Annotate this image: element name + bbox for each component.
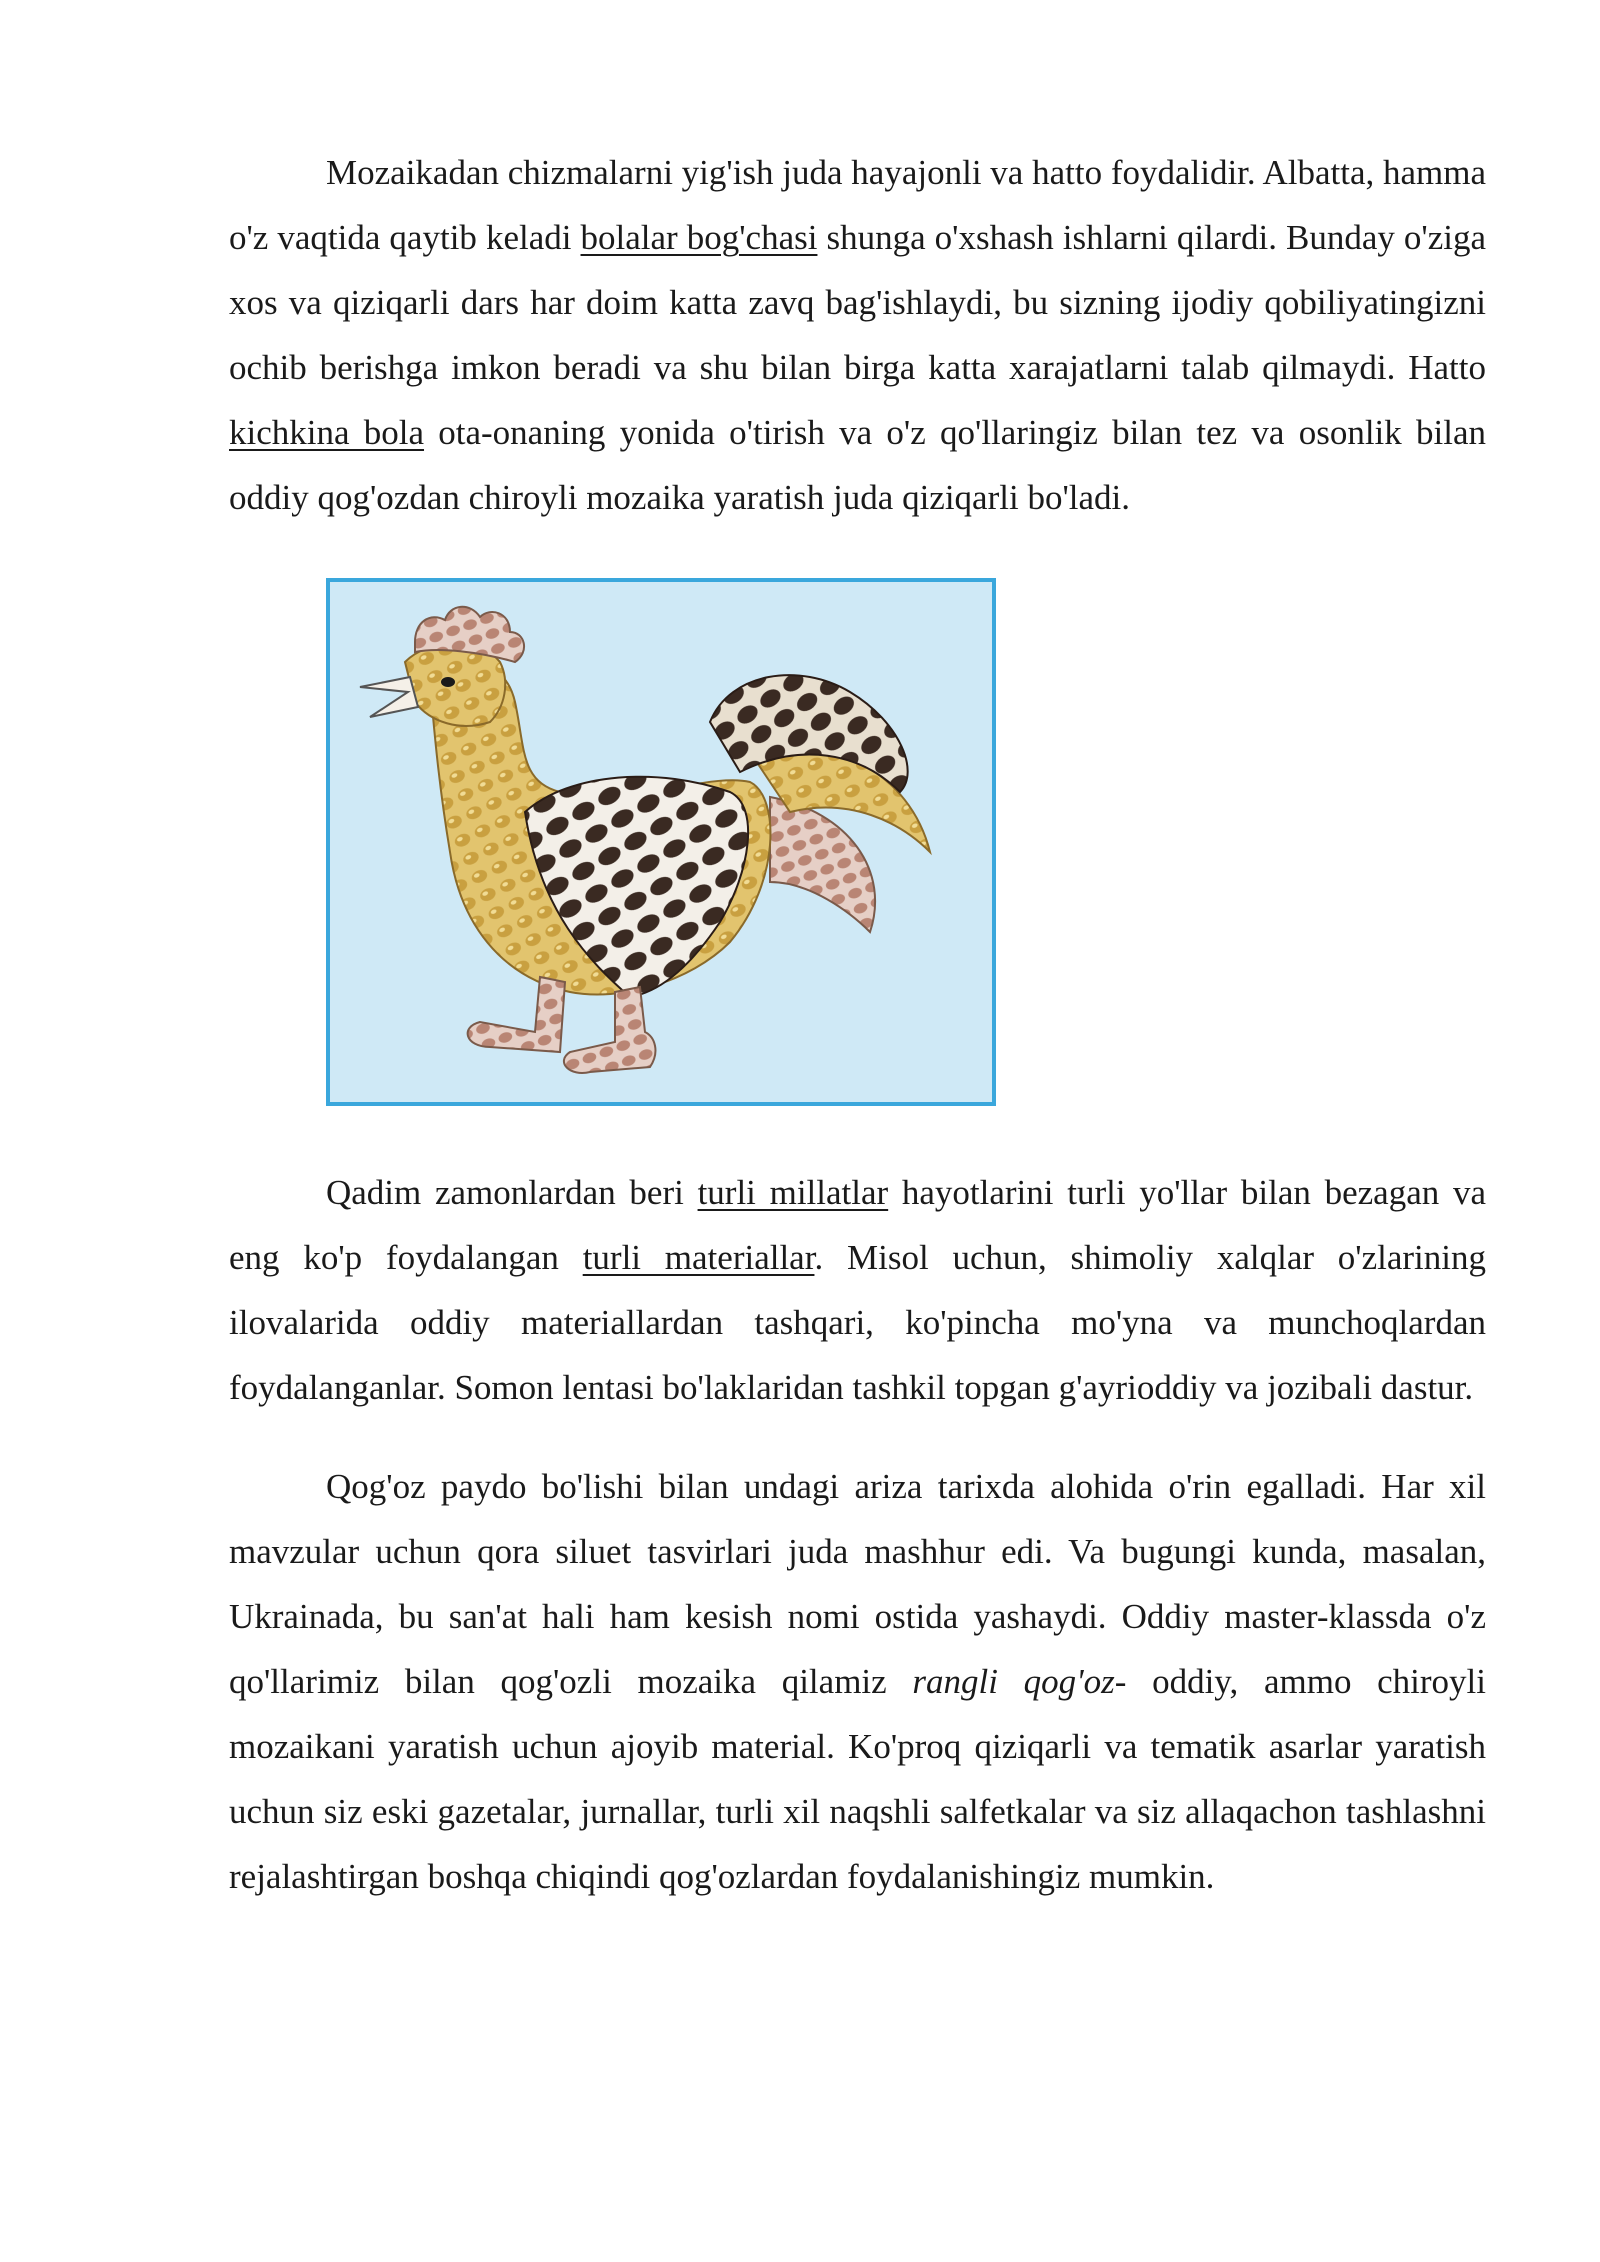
rooster-eye [441,677,455,687]
underlined-link-text: bolalar bog'chasi [580,218,818,257]
rooster-beak [360,677,418,717]
paragraph-3 [229,1454,1486,1909]
text-run: oddiy, ammo chiroyli mozaikani yaratish uchun ajoyib material. Ko'proq qiziqarli va tematik asarlar yaratish uchun siz eski gazetalar, jurnallar, turli xil naqshli salfetkalar va siz allaqachon tashlashni rejalashtirgan boshqa chiqindi qog'ozlardan foydalanishingiz mumkin. [229,1662,1486,1896]
text-run: shunga o'xshash ishlarni qilardi. Bunday o'ziga xos va qiziqarli dars har doim katta zavq bag'ishlaydi, bu sizning ijodiy qobiliyatingizni ochib berishga imkon beradi va shu bilan birga katta xarajatlarni talab qilmaydi. Hatto [229,218,1486,387]
rooster-leg-right [564,987,656,1073]
text-run: . Misol uchun, shimoliy xalqlar o'zlarining ilovalarida oddiy materiallardan tashqari, ko'pincha mo'yna va munchoqlardan foydalanganlar. Somon lentasi bo'laklaridan tashkil topgan g'ayrioddiy va jozibali dastur. [229,1238,1487,1407]
underlined-link-text: turli materiallar [582,1238,815,1277]
text-run: ota-onaning yonida o'tirish va o'z qo'llaringiz bilan tez va osonlik bilan oddiy qog'ozdan chiroyli mozaika yaratish juda qiziqarli bo'ladi. [229,413,1486,517]
rooster-leg-left [468,977,565,1052]
underlined-link-text: kichkina bola [229,413,425,452]
paragraph-1 [229,140,1486,530]
text-run: Qadim zamonlardan beri [326,1173,698,1212]
text-run: hayotlarini turli yo'llar bilan bezagan va eng ko'p foydalangan [229,1173,1486,1277]
underlined-link-text: turli millatlar [697,1173,889,1212]
tail-lower-feather [770,797,875,932]
rooster-mosaic-image [326,578,996,1106]
paragraph-2 [229,1160,1486,1420]
italic-text: rangli qog'oz- [912,1662,1127,1701]
text-run: Mozaikadan chizmalarni yig'ish juda hayajonli va hatto foydalidir. Albatta, hamma o'z vaqtida qaytib keladi [229,153,1487,257]
text-run: Qog'oz paydo bo'lishi bilan undagi ariza tarixda alohida o'rin egalladi. Har xil mavzular uchun qora siluet tasvirlari juda mashhur edi. Va bugungi kunda, masalan, Ukrainada, bu san'at hali ham kesish nomi ostida yashaydi. Oddiy master-klassda o'z qo'llarimiz bilan qog'ozli mozaika qilamiz [229,1467,1486,1701]
document-page [229,140,1486,1909]
